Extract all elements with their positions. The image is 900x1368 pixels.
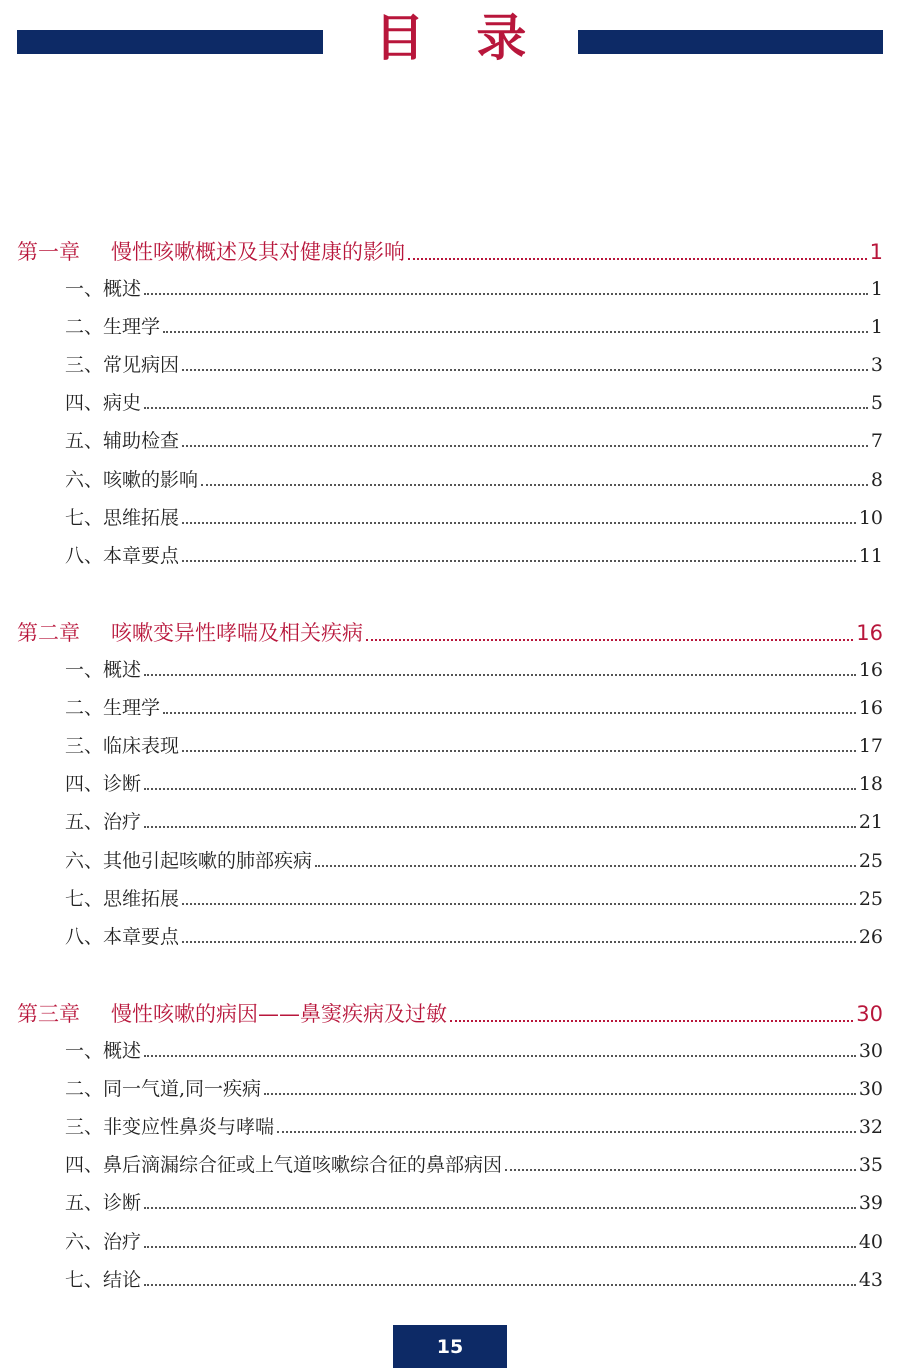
toc-section-entry[interactable] bbox=[65, 426, 883, 453]
chapter-title bbox=[17, 998, 447, 1028]
chapter-title bbox=[17, 236, 405, 266]
chapter-page-number: 16 bbox=[856, 621, 883, 645]
section-page-number: 5 bbox=[870, 392, 883, 415]
toc-section-entry[interactable] bbox=[65, 312, 883, 339]
section-label: 五、辅助检查 bbox=[65, 430, 180, 453]
page-header bbox=[0, 0, 900, 80]
chapter-page-number: 1 bbox=[869, 240, 883, 264]
section-label: 二、同一气道,同一疾病 bbox=[65, 1078, 262, 1101]
section-page-number: 26 bbox=[858, 925, 883, 948]
section-page-number: 32 bbox=[858, 1116, 883, 1139]
dot-leader bbox=[144, 292, 868, 295]
dot-leader bbox=[201, 483, 868, 486]
dot-leader bbox=[144, 825, 856, 828]
section-page-number: 39 bbox=[858, 1192, 883, 1215]
section-page-number: 43 bbox=[858, 1268, 883, 1291]
section-label: 四、鼻后滴漏综合征或上气道咳嗽综合征的鼻部病因 bbox=[65, 1154, 503, 1177]
section-page-number: 16 bbox=[858, 659, 883, 681]
section-page-number: 17 bbox=[858, 735, 883, 758]
section-page-number: 3 bbox=[870, 354, 883, 377]
toc-section-entry[interactable] bbox=[65, 388, 883, 415]
dot-leader bbox=[264, 1092, 856, 1095]
page-number: 15 bbox=[436, 1335, 464, 1358]
dot-leader bbox=[163, 330, 868, 333]
chapter-number: 第二章 bbox=[17, 621, 80, 645]
dot-leader bbox=[182, 444, 868, 447]
section-page-number: 35 bbox=[858, 1154, 883, 1177]
toc-section-entry[interactable] bbox=[65, 1188, 883, 1215]
chapter-title-text: 咳嗽变异性哮喘及相关疾病 bbox=[111, 621, 363, 645]
section-page-number: 30 bbox=[858, 1078, 883, 1101]
dot-leader bbox=[182, 940, 856, 943]
dot-leader bbox=[505, 1168, 856, 1171]
section-page-number: 16 bbox=[858, 697, 883, 720]
page-title bbox=[323, 6, 578, 70]
dot-leader bbox=[144, 787, 856, 790]
dot-leader bbox=[144, 1245, 856, 1248]
section-label: 五、诊断 bbox=[65, 1192, 142, 1215]
section-page-number: 1 bbox=[870, 316, 883, 339]
section-label: 八、本章要点 bbox=[65, 544, 180, 567]
section-label: 三、非变应性鼻炎与哮喘 bbox=[65, 1116, 275, 1139]
section-label: 一、概述 bbox=[65, 278, 142, 300]
section-label: 四、诊断 bbox=[65, 773, 142, 796]
toc-chapter-entry[interactable] bbox=[17, 998, 883, 1028]
section-label: 八、本章要点 bbox=[65, 925, 180, 948]
toc-chapter-entry[interactable] bbox=[17, 617, 883, 647]
dot-leader bbox=[144, 1283, 856, 1286]
toc-section-entry[interactable] bbox=[65, 655, 883, 682]
dot-leader bbox=[277, 1130, 856, 1133]
toc-section-entry[interactable] bbox=[65, 769, 883, 796]
section-label: 三、临床表现 bbox=[65, 735, 180, 758]
toc-section-entry[interactable] bbox=[65, 922, 883, 949]
dot-leader bbox=[182, 559, 856, 562]
section-label: 七、思维拓展 bbox=[65, 887, 180, 910]
section-page-number: 10 bbox=[858, 506, 883, 529]
dot-leader bbox=[182, 368, 868, 371]
dot-leader bbox=[182, 521, 856, 524]
toc-section-entry[interactable] bbox=[65, 465, 883, 492]
chapter-number: 第三章 bbox=[17, 1002, 80, 1026]
dot-leader bbox=[144, 1054, 856, 1057]
section-label: 七、思维拓展 bbox=[65, 506, 180, 529]
dot-leader bbox=[182, 902, 856, 905]
toc-section-entry[interactable] bbox=[65, 350, 883, 377]
header-bar-left bbox=[17, 30, 323, 54]
section-page-number: 1 bbox=[870, 278, 883, 300]
toc-section-entry[interactable] bbox=[65, 807, 883, 834]
toc-section-entry[interactable] bbox=[65, 1227, 883, 1254]
section-page-number: 11 bbox=[858, 544, 883, 567]
section-page-number: 7 bbox=[870, 430, 883, 453]
dot-leader bbox=[144, 406, 868, 409]
toc-section-entry[interactable] bbox=[65, 541, 883, 568]
chapter-page-number: 30 bbox=[856, 1002, 883, 1026]
toc-section-entry[interactable] bbox=[65, 274, 883, 301]
section-label: 三、常见病因 bbox=[65, 354, 180, 377]
section-label: 四、病史 bbox=[65, 392, 142, 415]
section-page-number: 40 bbox=[858, 1230, 883, 1253]
dot-leader bbox=[144, 673, 856, 676]
dot-leader bbox=[315, 864, 856, 867]
toc-section-entry[interactable] bbox=[65, 846, 883, 873]
section-page-number: 18 bbox=[858, 773, 883, 796]
toc-section-entry[interactable] bbox=[65, 1112, 883, 1139]
section-label: 五、治疗 bbox=[65, 811, 142, 834]
toc-section-entry[interactable] bbox=[65, 1265, 883, 1292]
chapter-title-text: 慢性咳嗽概述及其对健康的影响 bbox=[111, 240, 405, 264]
section-page-number: 30 bbox=[858, 1040, 883, 1062]
section-label: 六、其他引起咳嗽的肺部疾病 bbox=[65, 849, 313, 872]
toc-section-entry[interactable] bbox=[65, 1036, 883, 1063]
title-char-1: 目 bbox=[374, 9, 425, 67]
toc-section-entry[interactable] bbox=[65, 693, 883, 720]
chapter-number: 第一章 bbox=[17, 240, 80, 264]
toc-section-entry[interactable] bbox=[65, 731, 883, 758]
section-page-number: 8 bbox=[870, 468, 883, 491]
toc-section-entry[interactable] bbox=[65, 1150, 883, 1177]
section-page-number: 21 bbox=[858, 811, 883, 834]
dot-leader bbox=[450, 1019, 853, 1022]
section-label: 一、概述 bbox=[65, 659, 142, 681]
toc-section-entry[interactable] bbox=[65, 884, 883, 911]
section-label: 一、概述 bbox=[65, 1040, 142, 1062]
toc-section-entry[interactable] bbox=[65, 503, 883, 530]
toc-chapter-entry[interactable] bbox=[17, 236, 883, 266]
section-page-number: 25 bbox=[858, 849, 883, 872]
dot-leader bbox=[144, 1206, 856, 1209]
dot-leader bbox=[163, 711, 856, 714]
dot-leader bbox=[366, 638, 853, 641]
chapter-title-text: 慢性咳嗽的病因——鼻窦疾病及过敏 bbox=[111, 1002, 447, 1026]
toc-section-entry[interactable] bbox=[65, 1074, 883, 1101]
title-char-2: 录 bbox=[476, 9, 527, 67]
dot-leader bbox=[182, 749, 856, 752]
section-label: 六、咳嗽的影响 bbox=[65, 468, 199, 491]
chapter-title bbox=[17, 617, 363, 647]
page-number-badge bbox=[393, 1325, 507, 1368]
dot-leader bbox=[408, 257, 867, 260]
section-label: 七、结论 bbox=[65, 1268, 142, 1291]
section-label: 二、生理学 bbox=[65, 697, 161, 720]
section-page-number: 25 bbox=[858, 887, 883, 910]
header-bar-right bbox=[578, 30, 883, 54]
section-label: 六、治疗 bbox=[65, 1230, 142, 1253]
section-label: 二、生理学 bbox=[65, 316, 161, 339]
